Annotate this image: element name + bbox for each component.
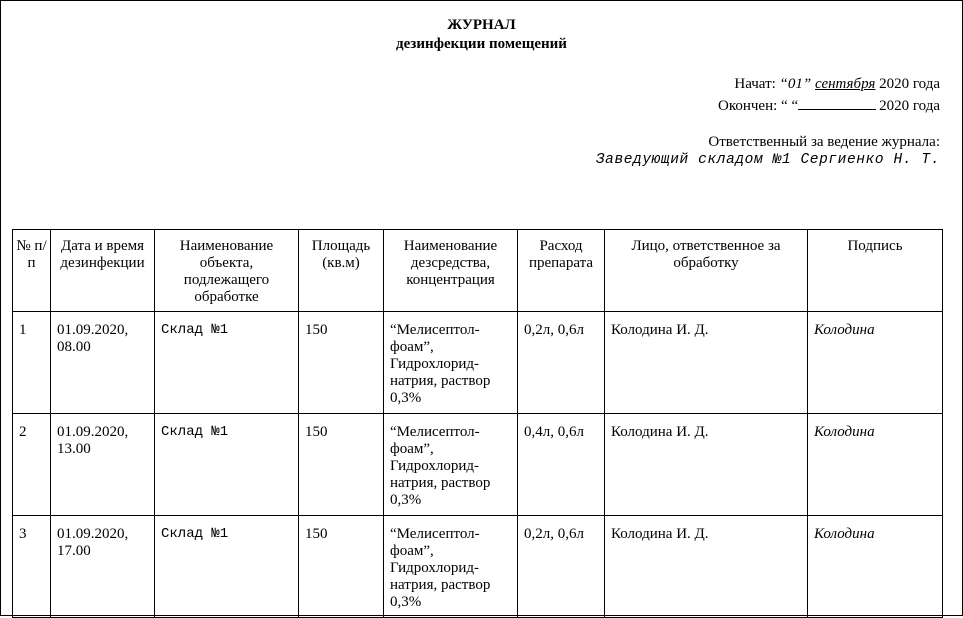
cell-object: Склад №1 — [155, 516, 299, 618]
document-title — [1, 16, 962, 54]
cell-person: Колодина И. Д. — [605, 516, 808, 618]
cell-person: Колодина И. Д. — [605, 414, 808, 516]
table-row — [13, 516, 943, 618]
cell-agent: “Мелисептол-фоам”, Гидрохлорид-натрия, раствор 0,3% — [384, 312, 518, 414]
table-row — [13, 312, 943, 414]
cell-area: 150 — [299, 414, 384, 516]
cell-signature: Колодина — [808, 312, 943, 414]
cell-person: Колодина И. Д. — [605, 312, 808, 414]
ended-date — [718, 95, 940, 116]
cell-object: Склад №1 — [155, 312, 299, 414]
cell-num: 1 — [13, 312, 51, 414]
header-agent: Наименование дезсредства, концентрация — [384, 230, 518, 312]
cell-num: 2 — [13, 414, 51, 516]
started-label: Начат: — [734, 76, 780, 92]
cell-object: Склад №1 — [155, 414, 299, 516]
started-year: 2020 года — [875, 76, 940, 92]
header-person: Лицо, ответственное за обработку — [605, 230, 808, 312]
cell-consumption: 0,2л, 0,6л — [518, 516, 605, 618]
responsible-value: Заведующий складом №1 Сергиенко Н. Т. — [595, 152, 940, 168]
ended-year: 2020 года — [879, 98, 940, 114]
ended-quotes: “ “ — [781, 98, 799, 114]
responsible-label: Ответственный за ведение журнала: — [708, 134, 940, 150]
header-num: № п/п — [13, 230, 51, 312]
cell-datetime: 01.09.2020, 13.00 — [51, 414, 155, 516]
header-signature: Подпись — [808, 230, 943, 312]
title-line-2: дезинфекции помещений — [396, 36, 567, 52]
cell-datetime: 01.09.2020, 17.00 — [51, 516, 155, 618]
cell-consumption: 0,2л, 0,6л — [518, 312, 605, 414]
table-header-row — [13, 230, 943, 312]
cell-datetime: 01.09.2020, 08.00 — [51, 312, 155, 414]
started-date — [734, 75, 940, 94]
started-day: 01 — [787, 76, 803, 92]
cell-signature: Колодина — [808, 414, 943, 516]
started-month: сентября — [814, 76, 876, 92]
title-line-1: ЖУРНАЛ — [447, 17, 516, 33]
started-quote-close: ” — [802, 76, 815, 92]
ended-label: Окончен: — [717, 98, 782, 114]
cell-num: 3 — [13, 516, 51, 618]
table-row — [13, 414, 943, 516]
disinfection-table — [12, 229, 943, 618]
cell-area: 150 — [299, 312, 384, 414]
cell-area: 150 — [299, 516, 384, 618]
cell-signature: Колодина — [808, 516, 943, 618]
cell-consumption: 0,4л, 0,6л — [518, 414, 605, 516]
ended-blank-line — [798, 95, 876, 110]
header-datetime: Дата и время дезинфекции — [51, 230, 155, 312]
cell-agent: “Мелисептол-фоам”, Гидрохлорид-натрия, раствор 0,3% — [384, 516, 518, 618]
cell-agent: “Мелисептол-фоам”, Гидрохлорид-натрия, раствор 0,3% — [384, 414, 518, 516]
header-object: Наименование объекта, подлежащего обработке — [155, 230, 299, 312]
started-quote-open: “ — [779, 76, 788, 92]
header-area: Площадь (кв.м) — [299, 230, 384, 312]
header-consumption: Расход препарата — [518, 230, 605, 312]
